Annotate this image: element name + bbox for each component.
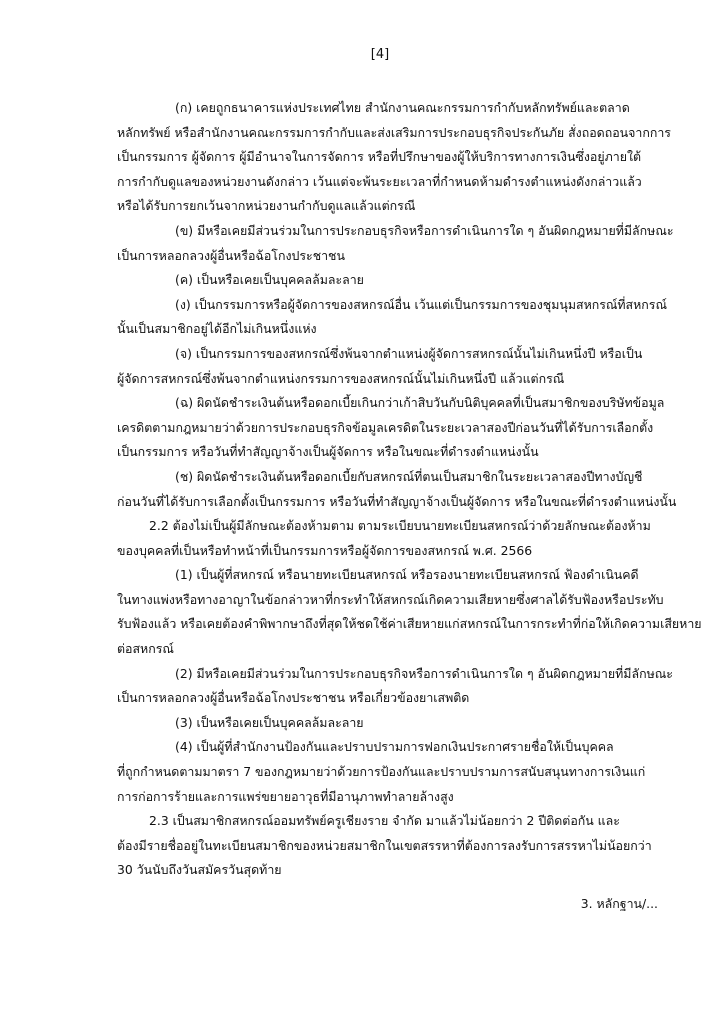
text-line: (1) เป็นผู้ที่สหกรณ์ หรือนายทะเบียนสหกรณ์ หรือรองนายทะเบียนสหกรณ์ ฟ้องดำเนินคดี — [175, 567, 639, 583]
paragraph-3 — [117, 711, 662, 736]
text-line: นั้นเป็นสมาชิกอยู่ได้อีกไม่เกินหนึ่งแห่ง — [117, 321, 317, 337]
paragraph-e — [117, 342, 662, 391]
text-line: (ข) มีหรือเคยมีส่วนร่วมในการประกอบธุรกิจหรือการดำเนินการใด ๆ อันผิดกฎหมายที่มีลักษณะ — [175, 222, 674, 238]
text-line: ที่ถูกกำหนดตามมาตรา 7 ของกฎหมายว่าด้วยการป้องกันและปราบปรามการสนับสนุนทางการเงินแก่ — [117, 764, 646, 780]
text-line: ในทางแพ่งหรือทางอาญาในข้อกล่าวหาที่กระทำให้สหกรณ์เกิดความเสียหายซึ่งศาลได้รับฟ้องหรือประทับ — [117, 591, 664, 607]
text-line: การกำกับดูแลของหน่วยงานดังกล่าว เว้นแต่จะพ้นระยะเวลาที่กำหนดห้ามดำรงตำแหน่งดังกล่าวแล้ว — [117, 173, 642, 189]
text-line: ผู้จัดการสหกรณ์ซึ่งพ้นจากตำแหน่งกรรมการของสหกรณ์นั้นไม่เกินหนึ่งปี แล้วแต่กรณี — [117, 370, 565, 386]
paragraph-d — [117, 293, 667, 342]
paragraph-1 — [117, 563, 702, 661]
paragraph-g — [117, 465, 677, 514]
text-line: (ง) เป็นกรรมการหรือผู้จัดการของสหกรณ์อื่น เว้นแต่เป็นกรรมการของชุมนุมสหกรณ์ที่สหกรณ์ — [175, 296, 667, 312]
text-line: เป็นการหลอกลวงผู้อื่นหรือฉ้อโกงประชาชน — [117, 247, 345, 263]
section-2-2 — [117, 514, 662, 563]
document-body — [117, 96, 702, 883]
text-line: ของบุคคลที่เป็นหรือทำหน้าที่เป็นกรรมการหรือผู้จัดการของสหกรณ์ พ.ศ. 2566 — [117, 542, 533, 558]
text-line: ต้องมีรายชื่ออยู่ในทะเบียนสมาชิกของหน่วยสมาชิกในเขตสรรหาที่ต้องการลงรับการสรรหาไม่น้อยกว่า — [117, 837, 652, 853]
text-line: ต่อสหกรณ์ — [117, 641, 174, 657]
paragraph-f — [117, 391, 665, 465]
text-line: 2.3 เป็นสมาชิกสหกรณ์ออมทรัพย์ครูเชียงราย จำกัด มาแล้วไม่น้อยกว่า 2 ปีติดต่อกัน และ — [149, 813, 620, 829]
text-line: ก่อนวันที่ได้รับการเลือกตั้งเป็นกรรมการ หรือวันที่ทำสัญญาจ้างเป็นผู้จัดการ หรือในขณะที่ดำรงตำแหน่งนั้น — [117, 493, 677, 509]
continuation-marker: 3. หลักฐาน/... — [580, 896, 658, 911]
text-line: 30 วันนับถึงวันสมัครวันสุดท้าย — [117, 862, 282, 878]
text-line: หรือได้รับการยกเว้นจากหน่วยงานกำกับดูแลแล้วแต่กรณี — [117, 198, 416, 214]
text-line: หลักทรัพย์ หรือสำนักงานคณะกรรมการกำกับและส่งเสริมการประกอบธุรกิจประกันภัย สั่งถอดถอนจากการ — [117, 124, 671, 140]
text-line: (ฉ) ผิดนัดชำระเงินต้นหรือดอกเบี้ยเกินกว่าเก้าสิบวันกับนิติบุคคลที่เป็นสมาชิกของบริษัทข้อมูล — [175, 395, 665, 411]
text-line: (ช) ผิดนัดชำระเงินต้นหรือดอกเบี้ยกับสหกรณ์ที่ตนเป็นสมาชิกในระยะเวลาสองปีทางบัญชี — [175, 468, 643, 484]
text-line: (ค) เป็นหรือเคยเป็นบุคคลล้มละลาย — [175, 272, 364, 288]
text-line: เป็นกรรมการ หรือวันที่ทำสัญญาจ้างเป็นผู้จัดการ หรือในขณะที่ดำรงตำแหน่งนั้น — [117, 444, 539, 460]
text-line: (ก) เคยถูกธนาคารแห่งประเทศไทย สำนักงานคณะกรรมการกำกับหลักทรัพย์และตลาด — [175, 100, 630, 115]
text-line: รับฟ้องแล้ว หรือเคยต้องคำพิพากษาถึงที่สุดให้ชดใช้ค่าเสียหายแก่สหกรณ์ในการกระทำที่ก่อให้เกิดความเสียหาย — [117, 616, 702, 632]
text-line: เป็นการหลอกลวงผู้อื่นหรือฉ้อโกงประชาชน หรือเกี่ยวข้องยาเสพติด — [117, 690, 470, 706]
text-line: (2) มีหรือเคยมีส่วนร่วมในการประกอบธุรกิจหรือการดำเนินการใด ๆ อันผิดกฎหมายที่มีลักษณะ — [175, 665, 673, 681]
paragraph-b — [117, 219, 674, 268]
page-number: [4] — [370, 47, 390, 62]
text-line: เครดิตตามกฎหมายว่าด้วยการประกอบธุรกิจข้อมูลเครดิตในระยะเวลาสองปีก่อนวันที่ได้รับการเลือกตั้ง — [117, 419, 654, 435]
text-line: (3) เป็นหรือเคยเป็นบุคคลล้มละลาย — [175, 714, 364, 730]
text-line: เป็นกรรมการ ผู้จัดการ ผู้มีอำนาจในการจัดการ หรือที่ปรึกษาของผู้ให้บริการทางการเงินซึ่งอยู่ภายใต้ — [117, 149, 642, 165]
paragraph-a — [117, 96, 671, 219]
text-line: 2.2 ต้องไม่เป็นผู้มีลักษณะต้องห้ามตาม ตามระเบียบนายทะเบียนสหกรณ์ว่าด้วยลักษณะต้องห้าม — [149, 518, 651, 534]
text-line: (4) เป็นผู้ที่สำนักงานป้องกันและปราบปรามการฟอกเงินประกาศรายชื่อให้เป็นบุคคล — [175, 739, 614, 755]
paragraph-2 — [117, 662, 673, 711]
paragraph-c — [117, 268, 662, 293]
text-line: (จ) เป็นกรรมการของสหกรณ์ซึ่งพ้นจากตำแหน่งผู้จัดการสหกรณ์นั้นไม่เกินหนึ่งปี หรือเป็น — [175, 345, 643, 361]
text-line: การก่อการร้ายและการแพร่ขยายอาวุธที่มีอานุภาพทำลายล้างสูง — [117, 788, 454, 804]
paragraph-4 — [117, 735, 662, 809]
section-2-3 — [117, 809, 662, 883]
